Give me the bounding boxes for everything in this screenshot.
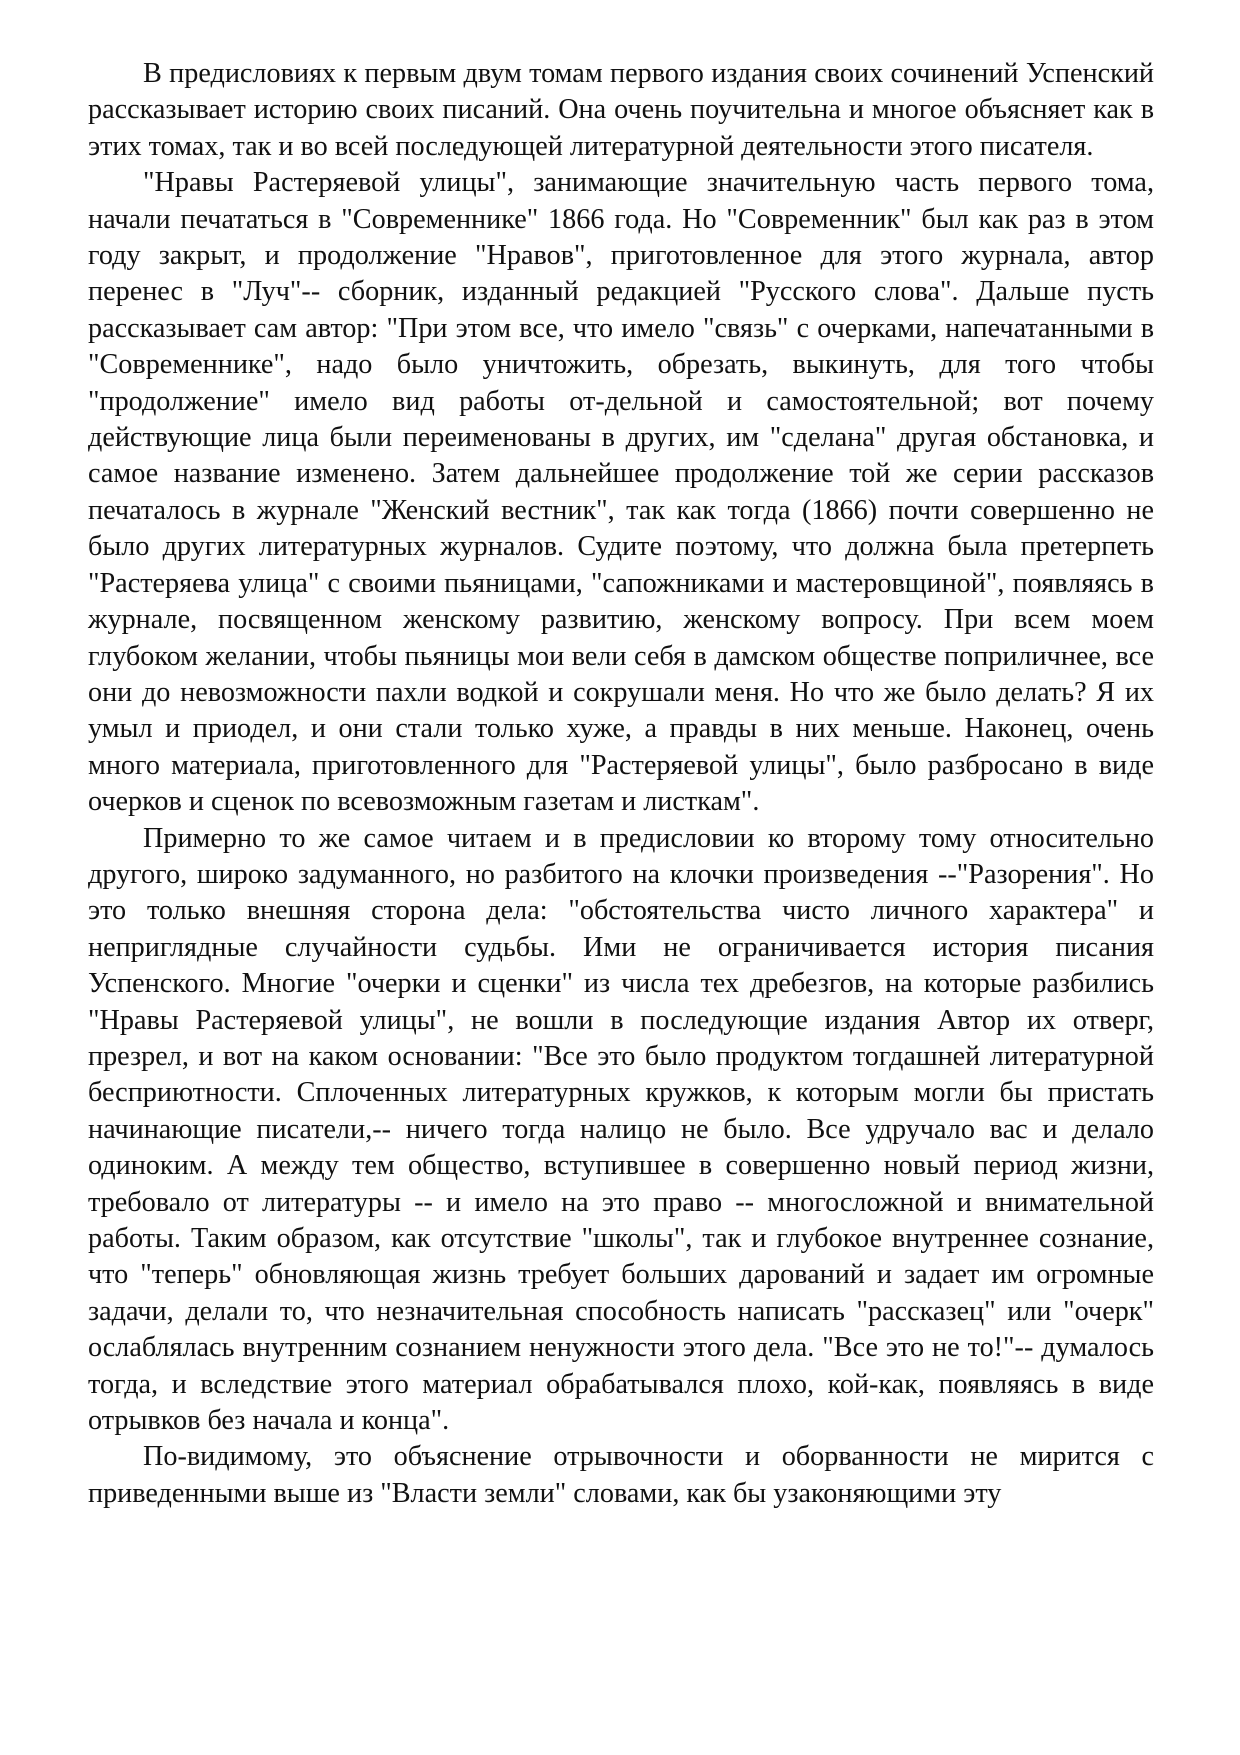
paragraph-2: "Нравы Растеряевой улицы", занимающие значительную часть первого тома, начали печататься в "Современнике" 1866 года. Но "Современник" был как раз в этом году закрыт, и продолжение "Нравов", приготовленное для этого журнала, автор перенес в "Луч"-- сборник, изданный редакцией "Русского слова". Дальше пусть рассказывает сам автор: "При этом все, что имело "связь" с очерками, напечатанными в "Современнике", надо было уничтожить, обрезать, выкинуть, для того чтобы "продолжение" имело вид работы от-дельной и самостоятельной; вот почему действующие лица были переименованы в других, им "сделана" другая обстановка, и самое название изменено. Затем дальнейшее продолжение той же серии рассказов печаталось в журнале "Женский вестник", так как тогда (1866) почти совершенно не было других литературных журналов. Судите поэтому, что должна была претерпеть "Растеряева улица" с своими пьяницами, "сапожниками и мастеровщиной", появляясь в журнале, посвященном женскому развитию, женскому вопросу. При всем моем глубоком желании, чтобы пьяницы мои вели себя в дамском обществе поприличнее, все они до невозможности пахли водкой и сокрушали меня. Но что же было делать? Я их умыл и приодел, и они стали только хуже, а правды в них меньше. Наконец, очень много материала, приготовленного для "Растеряевой улицы", было разбросано в виде очерков и сценок по всевозможным газетам и листкам".: [88, 167, 1154, 818]
document-body: [88, 56, 1154, 1512]
paragraph-4: По-видимому, это объяснение отрывочности и оборванности не мирится с приведенными выше из "Власти земли" словами, как бы узаконяющими эту: [88, 1441, 1154, 1509]
paragraph-1: В предисловиях к первым двум томам первого издания своих сочинений Успенский рассказывает историю своих писаний. Она очень поучительна и многое объясняет как в этих томах, так и во всей последующей литературной деятельности этого писателя.: [88, 58, 1154, 162]
paragraph-3: Примерно то же самое читаем и в предисловии ко второму тому относительно другого, широко задуманного, но разбитого на клочки произведения --"Разорения". Но это только внешняя сторона дела: "обстоятельства чисто личного характера" и неприглядные случайности судьбы. Ими не ограничивается история писания Успенского. Многие "очерки и сценки" из числа тех дребезгов, на которые разбились "Нравы Растеряевой улицы", не вошли в последующие издания Автор их отверг, презрел, и вот на каком основании: "Все это было продуктом тогдашней литературной бесприютности. Сплоченных литературных кружков, к которым могли бы пристать начинающие писатели,-- ничего тогда налицо не было. Все удручало вас и делало одиноким. А между тем общество, вступившее в совершенно новый период жизни, требовало от литературы -- и имело на это право -- многосложной и внимательной работы. Таким образом, как отсутствие "школы", так и глубокое внутреннее сознание, что "теперь" обновляющая жизнь требует больших дарований и задает им огромные задачи, делали то, что незначительная способность написать "рассказец" или "очерк" ослаблялась внутренним сознанием ненужности этого дела. "Все это не то!"-- думалось тогда, и вследствие этого материал обрабатывался плохо, кой-как, появляясь в виде отрывков без начала и конца".: [88, 822, 1154, 1437]
